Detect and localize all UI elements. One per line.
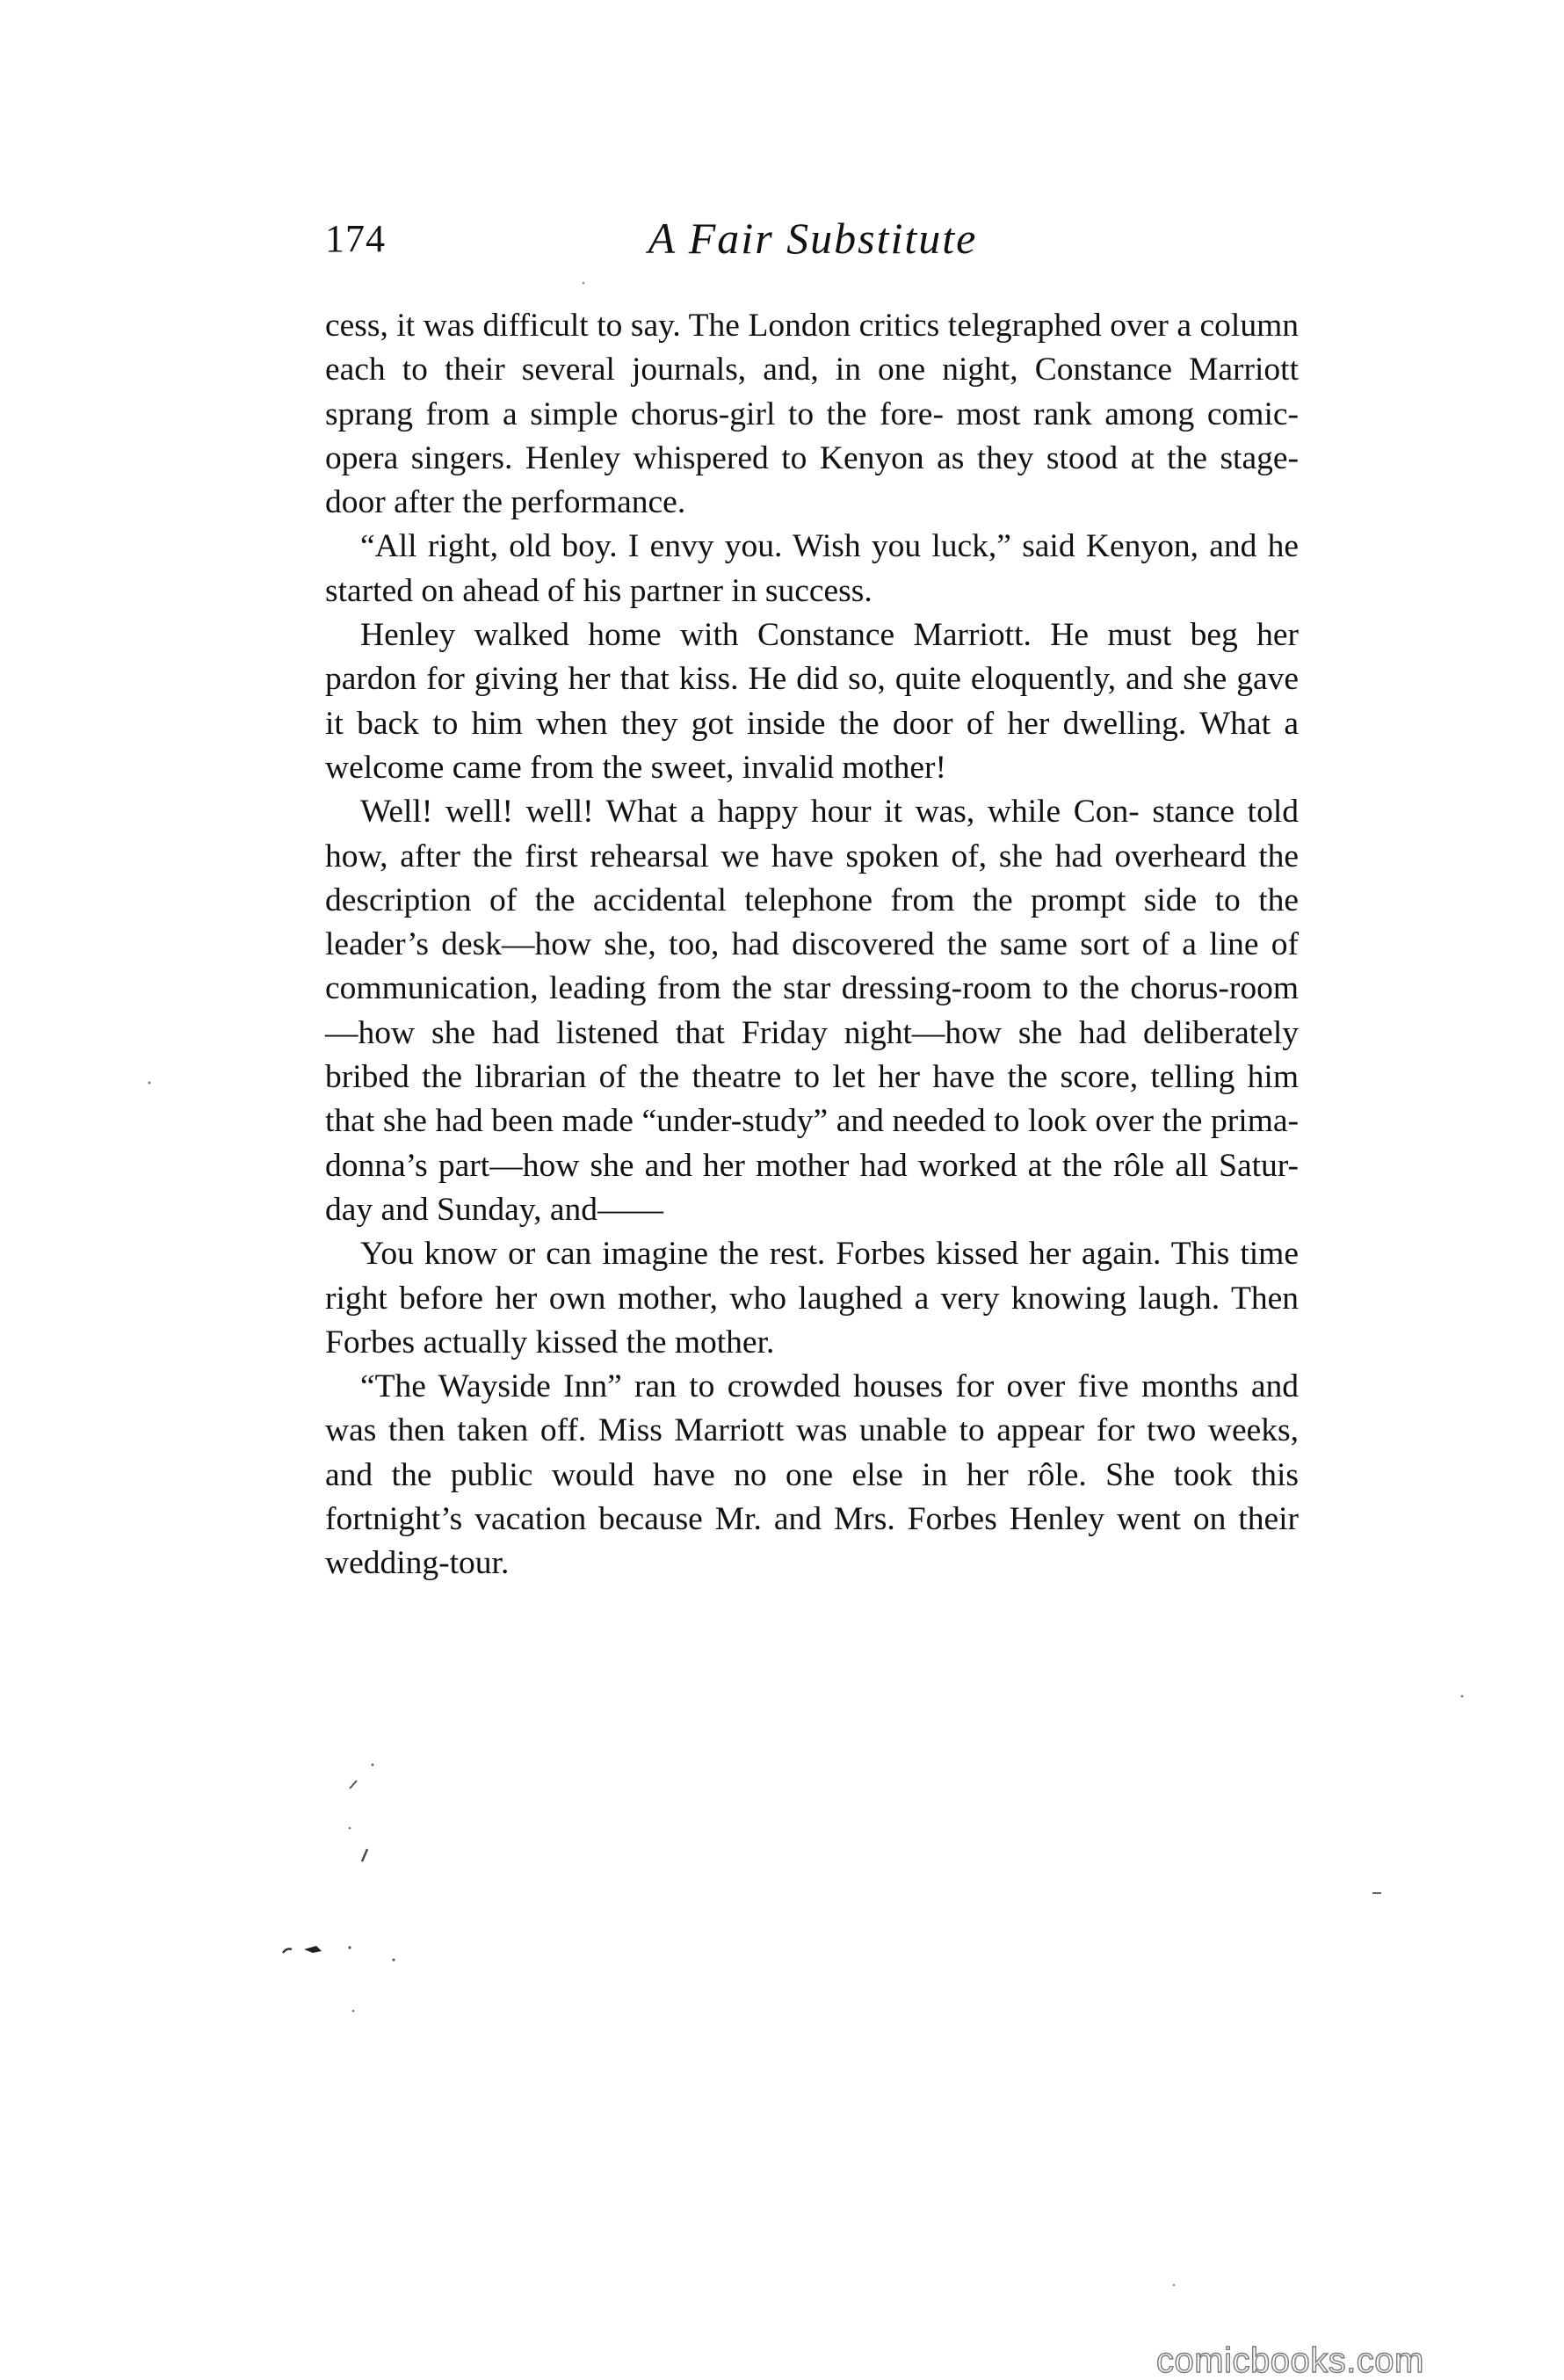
text-line: her rôle. She took this fortnight’s vacation because Mr. and	[325, 1456, 1300, 1538]
text-line: had overheard the description of the accidental telephone from the	[325, 838, 1300, 918]
text-line: Henley walked home with Constance Marriott. He must beg	[360, 617, 1238, 654]
speck	[348, 1946, 351, 1948]
speck	[148, 1082, 151, 1085]
text-line: Kenyon as they stood at the stage-door after the performance.	[325, 439, 1299, 521]
text-line: knowing laugh. Then Forbes actually kissed the mother.	[325, 1280, 1299, 1361]
text-line: and she gave it back to him when they got inside the door of her	[325, 661, 1300, 742]
paragraph	[325, 790, 1299, 1232]
speck	[362, 1849, 367, 1861]
text-line: made “under-study” and needed to look over the prima-donna’s	[325, 1103, 1299, 1184]
text-line: Mrs. Forbes Henley went on their wedding-tour.	[325, 1501, 1299, 1582]
paragraph	[325, 1232, 1299, 1365]
speck	[372, 1764, 374, 1767]
text-line: over a column each to their several journals, and, in one night,	[325, 308, 1300, 388]
running-title: A Fair Substitute	[648, 214, 978, 263]
speck	[283, 1949, 292, 1954]
watermark: comicbooks.com	[1156, 2341, 1424, 2380]
body-text	[325, 304, 1299, 1586]
speck	[349, 1827, 351, 1830]
paragraph	[325, 1365, 1299, 1585]
text-line: “All right, old boy. I envy you. Wish you luck,” said	[360, 528, 1075, 565]
speck	[352, 2010, 355, 2013]
text-line: day and Sunday, and——	[325, 1191, 663, 1228]
text-line: the theatre to let her have the score, telling him that she had been	[325, 1059, 1300, 1140]
text-line: You know or can imagine the rest. Forbes kissed her again.	[360, 1236, 1162, 1273]
text-line: Kenyon, and he started on ahead of his partner in success.	[325, 528, 1299, 609]
speck	[304, 1946, 322, 1953]
text-line: “The Wayside Inn” ran to crowded houses for over five	[360, 1368, 1129, 1405]
paragraph	[325, 525, 1299, 613]
text-line: the same sort of a line of communication, leading from the star	[325, 926, 1300, 1007]
text-line: part—how she and her mother had worked at the rôle all Satur-	[438, 1147, 1300, 1184]
text-line: dressing-room to the chorus-room—how she had listened that	[325, 970, 1299, 1051]
text-line: cess, it was difficult to say. The London critics telegraphed	[325, 308, 1102, 344]
speck	[350, 1781, 357, 1789]
text-line: months and was then taken off. Miss Marriott was unable to	[325, 1368, 1299, 1449]
text-line: her pardon for giving her that kiss. He did so, quite eloquently,	[325, 617, 1299, 698]
speck	[1461, 1695, 1464, 1698]
text-line: appear for two weeks, and the public would have no one else in	[325, 1412, 1299, 1493]
text-line: Constance Marriott sprang from a simple chorus-girl to the fore-	[325, 352, 1299, 432]
text-line: This time right before her own mother, who laughed a very	[325, 1236, 1299, 1317]
text-line: prompt side to the leader’s desk—how she, too, had discovered	[325, 882, 1300, 963]
paragraph	[325, 613, 1299, 790]
text-line: most rank among comic-opera singers. Henley whispered to	[325, 395, 1299, 476]
speck	[583, 282, 584, 284]
speck	[393, 1959, 395, 1962]
text-line: Well! well! well! What a happy hour it was, while Con-	[360, 794, 1140, 831]
text-line: stance told how, after the first rehearsal we have spoken of, she	[325, 794, 1299, 874]
text-line: dwelling. What a welcome came from the sweet, invalid mother!	[325, 705, 1299, 786]
speck	[1173, 2284, 1175, 2286]
running-head	[325, 213, 1300, 274]
paragraph	[325, 304, 1299, 525]
page-number: 174	[325, 217, 386, 260]
text-line: Friday night—how she had deliberately bribed the librarian of	[325, 1014, 1299, 1096]
